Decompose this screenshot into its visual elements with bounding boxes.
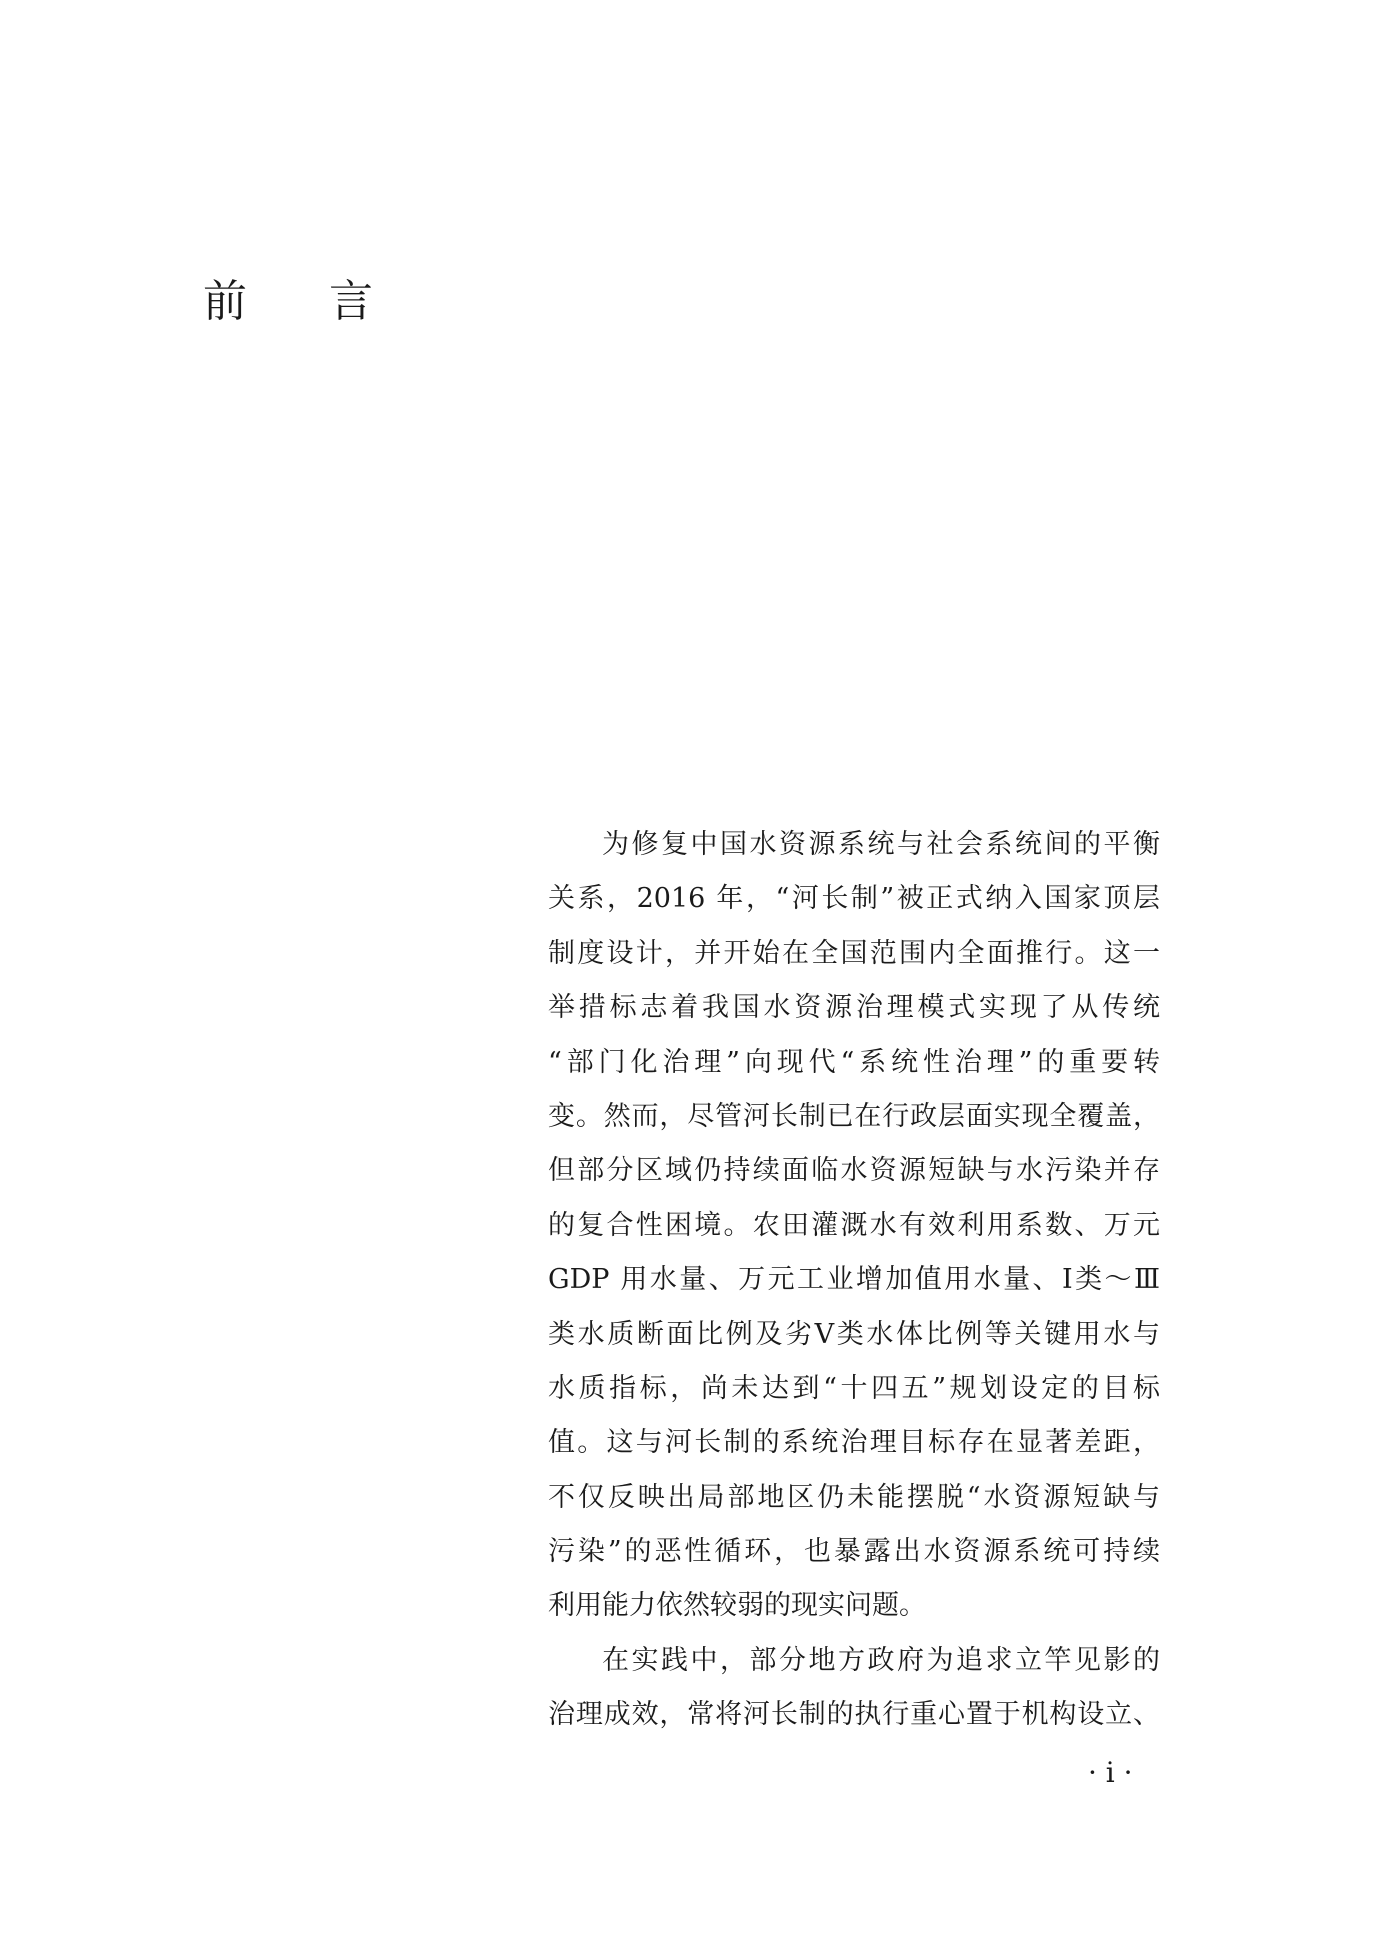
paragraph-line: 不仅反映出局部地区仍未能摆脱“水资源短缺与 xyxy=(548,1481,1160,1513)
paragraph-line: 类水质断面比例及劣Ⅴ类水体比例等关键用水与 xyxy=(548,1318,1160,1350)
paragraph-line: 制度设计，并开始在全国范围内全面推行。这一 xyxy=(548,937,1160,969)
paragraph-line: 变。然而，尽管河长制已在行政层面实现全覆盖， xyxy=(548,1100,1160,1132)
paragraph-line: 关系，2016 年，“河长制”被正式纳入国家顶层 xyxy=(548,883,1160,915)
title-char-2: 言 xyxy=(329,276,373,327)
paragraph-line: 的复合性困境。农田灌溉水有效利用系数、万元 xyxy=(548,1209,1160,1241)
paragraph-line: 值。这与河长制的系统治理目标存在显著差距， xyxy=(548,1427,1160,1459)
paragraph-line: “部门化治理”向现代“系统性治理”的重要转 xyxy=(548,1046,1160,1078)
paragraph-line: 在实践中，部分地方政府为追求立竿见影的 xyxy=(602,1644,1160,1676)
paragraph-line: 利用能力依然较弱的现实问题。 xyxy=(548,1590,926,1622)
paragraph-line: 水质指标，尚未达到“十四五”规划设定的目标 xyxy=(548,1372,1160,1404)
paragraph-line: GDP 用水量、万元工业增加值用水量、Ⅰ类～Ⅲ xyxy=(548,1264,1160,1296)
body-text xyxy=(548,818,1160,1743)
paragraph-line: 举措标志着我国水资源治理模式实现了从传统 xyxy=(548,992,1160,1024)
paragraph-line: 为修复中国水资源系统与社会系统间的平衡 xyxy=(602,829,1160,860)
paragraph-line: 但部分区域仍持续面临水资源短缺与水污染并存 xyxy=(548,1155,1160,1187)
title-char-1: 前 xyxy=(203,276,247,327)
paragraph-line: 治理成效，常将河长制的执行重心置于机构设立、 xyxy=(548,1699,1160,1731)
page-title xyxy=(203,272,373,332)
paragraph-line: 污染”的恶性循环，也暴露出水资源系统可持续 xyxy=(548,1536,1160,1568)
page-number: · i · xyxy=(1088,1756,1133,1789)
